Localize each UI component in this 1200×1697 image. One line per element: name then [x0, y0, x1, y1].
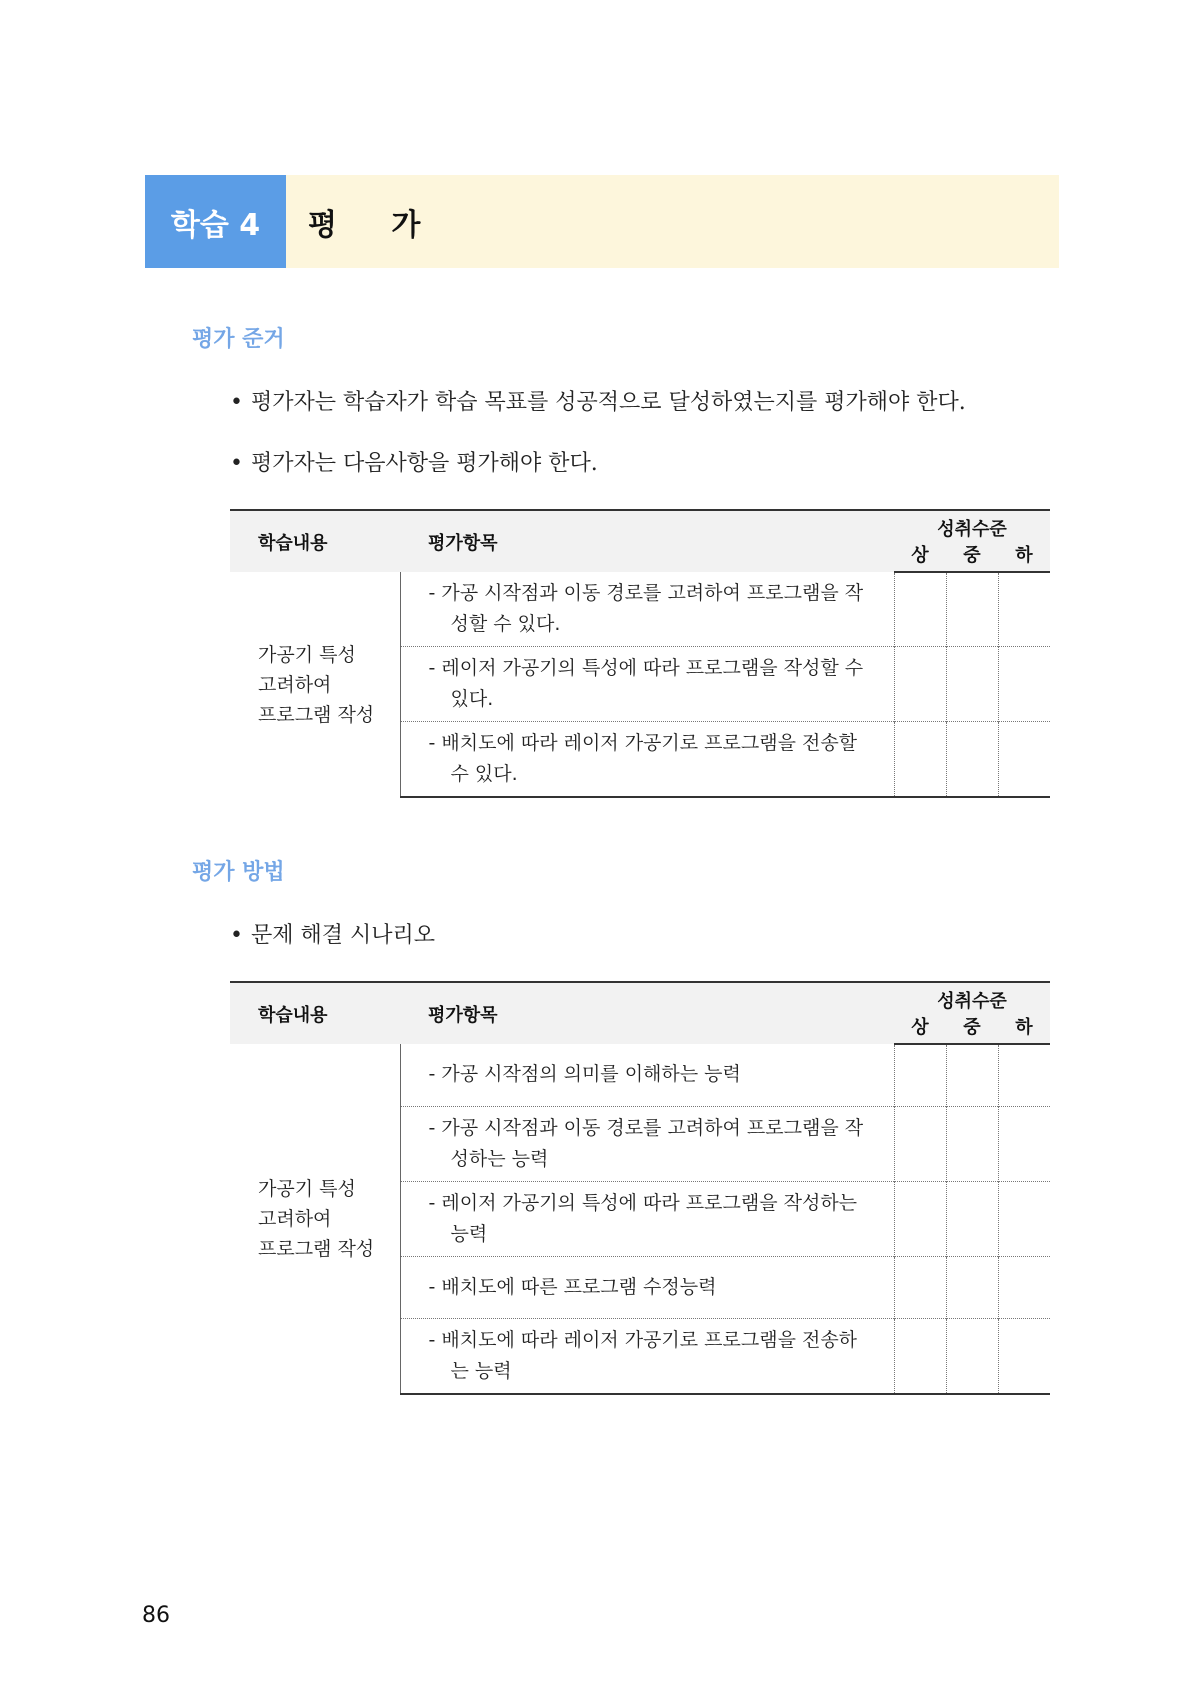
level-mid-cell: [946, 1044, 998, 1106]
level-low-cell: [998, 647, 1050, 722]
level-high-cell: [894, 1256, 946, 1318]
criteria-table: [230, 509, 1050, 798]
item-cell: [400, 1181, 894, 1256]
header-mid: 중: [946, 1013, 998, 1044]
level-mid-cell: [946, 722, 998, 798]
item-text: - 가공 시작점의 의미를 이해하는 능력: [428, 1063, 741, 1086]
item-cell: [400, 1106, 894, 1181]
level-high-cell: [894, 1106, 946, 1181]
item-text: - 배치도에 따라 레이저 가공기로 프로그램을 전송할 수 있다.: [428, 732, 858, 785]
table-row: [230, 1044, 1050, 1106]
header-low: 하: [998, 1013, 1050, 1044]
level-high-cell: [894, 647, 946, 722]
method-bullet-1: [230, 918, 435, 949]
item-cell: [400, 1256, 894, 1318]
criteria-bullet-2: [230, 446, 598, 477]
level-high-cell: [894, 1181, 946, 1256]
section-banner: [145, 175, 1059, 268]
item-text: - 배치도에 따른 프로그램 수정능력: [428, 1275, 717, 1298]
header-low: 하: [998, 541, 1050, 572]
item-text: - 가공 시작점과 이동 경로를 고려하여 프로그램을 작성할 수 있다.: [428, 582, 864, 635]
item-cell: [400, 1318, 894, 1394]
level-high-cell: [894, 572, 946, 647]
bullet-text: 문제 해결 시나리오: [250, 923, 435, 948]
level-mid-cell: [946, 1318, 998, 1394]
method-heading: 평가 방법: [192, 860, 285, 885]
header-item: 평가항목: [400, 982, 894, 1044]
item-text: - 레이저 가공기의 특성에 따라 프로그램을 작성하는 능력: [428, 1191, 858, 1245]
banner-label: 학습 4: [145, 175, 286, 268]
header-level: 성취수준: [894, 982, 1050, 1013]
method-table: [230, 981, 1050, 1395]
level-mid-cell: [946, 1181, 998, 1256]
bullet-dot: •: [230, 390, 243, 415]
level-high-cell: [894, 1044, 946, 1106]
level-mid-cell: [946, 1106, 998, 1181]
level-high-cell: [894, 1318, 946, 1394]
content-cell: [230, 1044, 400, 1394]
item-cell: [400, 572, 894, 647]
content-text: 가공기 특성 고려하여 프로그램 작성: [258, 643, 375, 726]
level-mid-cell: [946, 572, 998, 647]
level-low-cell: [998, 572, 1050, 647]
table-row: [230, 572, 1050, 647]
level-low-cell: [998, 722, 1050, 798]
header-high: 상: [894, 541, 946, 572]
item-cell: [400, 647, 894, 722]
item-text: - 배치도에 따라 레이저 가공기로 프로그램을 전송하는 능력: [428, 1328, 858, 1382]
level-low-cell: [998, 1106, 1050, 1181]
content-cell: [230, 572, 400, 797]
bullet-dot: •: [230, 923, 243, 948]
level-high-cell: [894, 722, 946, 798]
header-level: 성취수준: [894, 510, 1050, 541]
item-cell: [400, 722, 894, 798]
content-text: 가공기 특성 고려하여 프로그램 작성: [258, 1177, 375, 1260]
item-cell: [400, 1044, 894, 1106]
page-number: 86: [142, 1603, 170, 1628]
level-low-cell: [998, 1318, 1050, 1394]
header-content: 학습내용: [230, 510, 400, 572]
bullet-text: 평가자는 다음사항을 평가해야 한다.: [250, 451, 598, 476]
banner-title: 평 가: [286, 175, 1059, 268]
level-low-cell: [998, 1256, 1050, 1318]
header-content: 학습내용: [230, 982, 400, 1044]
bullet-text: 평가자는 학습자가 학습 목표를 성공적으로 달성하였는지를 평가해야 한다.: [250, 390, 966, 415]
criteria-heading: 평가 준거: [192, 327, 285, 352]
level-low-cell: [998, 1181, 1050, 1256]
header-high: 상: [894, 1013, 946, 1044]
bullet-dot: •: [230, 451, 243, 476]
item-text: - 레이저 가공기의 특성에 따라 프로그램을 작성할 수 있다.: [428, 657, 864, 710]
header-mid: 중: [946, 541, 998, 572]
item-text: - 가공 시작점과 이동 경로를 고려하여 프로그램을 작성하는 능력: [428, 1116, 864, 1170]
level-mid-cell: [946, 1256, 998, 1318]
level-mid-cell: [946, 647, 998, 722]
level-low-cell: [998, 1044, 1050, 1106]
header-item: 평가항목: [400, 510, 894, 572]
criteria-bullet-1: [230, 385, 966, 416]
